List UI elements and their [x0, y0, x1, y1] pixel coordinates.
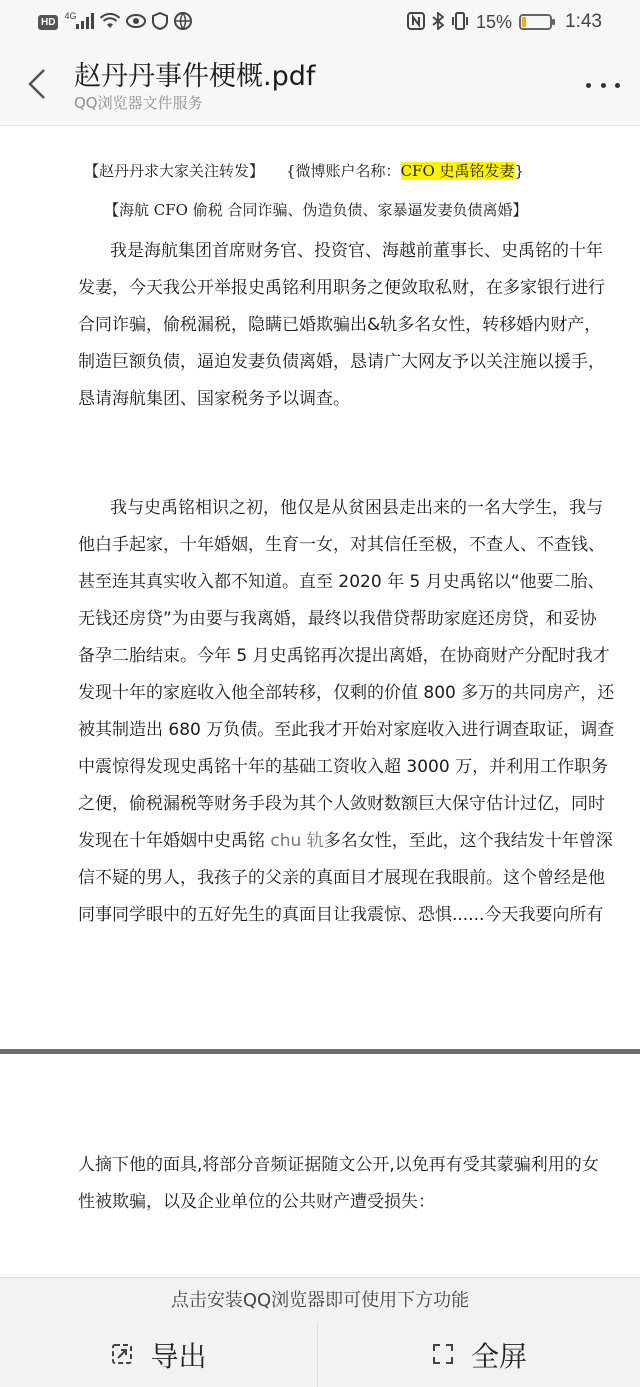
weibo-account-label: {微博账户名称：	[286, 162, 401, 180]
hd-badge: HD	[38, 15, 58, 30]
clock: 1:43	[565, 11, 602, 32]
text-line: 发现十年的家庭收入他全部转移，仅剩的价值 800 多万的共同房产，还	[78, 683, 615, 703]
text-line: 信不疑的男人，我孩子的父亲的真面目才展现在我眼前。这个曾经是他	[78, 868, 605, 888]
text-line: 发妻，今天我公开举报史禹铭利用职务之便敛取私财，在多家银行进行	[78, 278, 605, 298]
export-icon	[110, 1342, 134, 1369]
status-right	[407, 10, 602, 34]
text-span: 发现在十年婚姻中史禹铭	[78, 831, 271, 851]
page-separator	[0, 1049, 640, 1054]
text-line: 备孕二胎结束。今年 5 月史禹铭再次提出离婚，在协商财产分配时我才	[78, 646, 610, 666]
doc-heading-line-1	[84, 160, 524, 181]
bottom-toolbar	[0, 1277, 640, 1387]
text-line: 制造巨额负债，逼迫发妻负债离婚，恳请广大网友予以关注施以援手，	[78, 352, 605, 372]
export-button[interactable]	[0, 1322, 318, 1387]
signal-icon	[76, 13, 94, 32]
network-type: 4G	[64, 11, 77, 21]
doc-heading-line-2: 【海航 CFO 偷税 合同诈骗、伪造负债、家暴逼发妻负债离婚】	[104, 201, 528, 219]
back-button[interactable]	[22, 64, 52, 104]
text-line: 他白手起家，十年婚姻，生育一女，对其信任至极，不查人、不查钱、	[78, 535, 605, 555]
document-subtitle: QQ浏览器文件服务	[74, 94, 203, 112]
weibo-account-name: CFO 史禹铭发妻	[400, 162, 515, 180]
battery-level	[522, 17, 526, 27]
brace-close: }	[514, 162, 525, 180]
status-bar	[0, 0, 640, 44]
heading-tag: 【赵丹丹求大家关注转发】	[84, 162, 265, 180]
fullscreen-icon	[431, 1342, 455, 1369]
text-span-gray: chu 轨	[270, 831, 324, 851]
text-line: 人摘下他的面具,将部分音频证据随文公开,以免再有受其蒙骗利用的女	[78, 1155, 599, 1175]
text-line: 我与史禹铭相识之初，他仅是从贫困县走出来的一名大学生，我与	[110, 498, 603, 518]
install-promo-text[interactable]: 点击安装QQ浏览器即可使用下方功能	[170, 1290, 470, 1311]
title-bar	[0, 44, 640, 126]
fullscreen-label: 全屏	[470, 1340, 527, 1373]
text-line	[78, 826, 613, 851]
battery-percent: 15%	[475, 11, 513, 32]
more-dot	[601, 83, 606, 88]
text-line: 同事同学眼中的五好先生的真面目让我震惊、恐惧......今天我要向所有	[78, 905, 604, 925]
nfc-icon	[407, 12, 425, 33]
status-left	[38, 10, 192, 34]
vibrate-icon	[451, 12, 469, 33]
globe-icon	[174, 12, 192, 33]
more-dot	[615, 83, 620, 88]
text-line: 恳请海航集团、国家税务予以调查。	[78, 389, 350, 409]
text-line: 性被欺骗，以及企业单位的公共财产遭受损失：	[78, 1192, 435, 1212]
text-line: 合同诈骗，偷税漏税，隐瞒已婚欺骗出&轨多名女性，转移婚内财产，	[78, 315, 602, 335]
more-menu-button[interactable]	[586, 72, 620, 98]
text-line: 被其制造出 680 万负债。至此我才开始对家庭收入进行调查取证，调查	[78, 720, 615, 740]
text-line: 之便，偷税漏税等财务手段为其个人敛财数额巨大保守估计过亿，同时	[78, 794, 605, 814]
text-line: 我是海航集团首席财务官、投资官、海越前董事长、史禹铭的十年	[110, 241, 603, 261]
text-line: 甚至连其真实收入都不知道。直至 2020 年 5 月史禹铭以“他要二胎、	[78, 572, 605, 592]
shield-icon	[152, 12, 168, 33]
bluetooth-icon	[432, 12, 444, 33]
fullscreen-button[interactable]	[320, 1322, 638, 1387]
pdf-document[interactable]	[0, 127, 640, 1277]
text-line: 无钱还房贷”为由要与我离婚，最终以我借贷帮助家庭还房贷，和妥协	[78, 609, 597, 629]
more-dots-icon	[586, 83, 591, 88]
battery-icon	[519, 14, 552, 30]
text-span: 多名女性，至此，这个我结发十年曾深	[323, 831, 613, 851]
document-title: 赵丹丹事件梗概.pdf	[74, 61, 316, 92]
chevron-left-icon	[22, 64, 52, 104]
wifi-icon	[100, 13, 120, 32]
export-label: 导出	[150, 1340, 207, 1373]
eye-icon	[126, 14, 146, 31]
text-line: 中震惊得发现史禹铭十年的基础工资收入超 3000 万，并利用工作职务	[78, 757, 609, 777]
